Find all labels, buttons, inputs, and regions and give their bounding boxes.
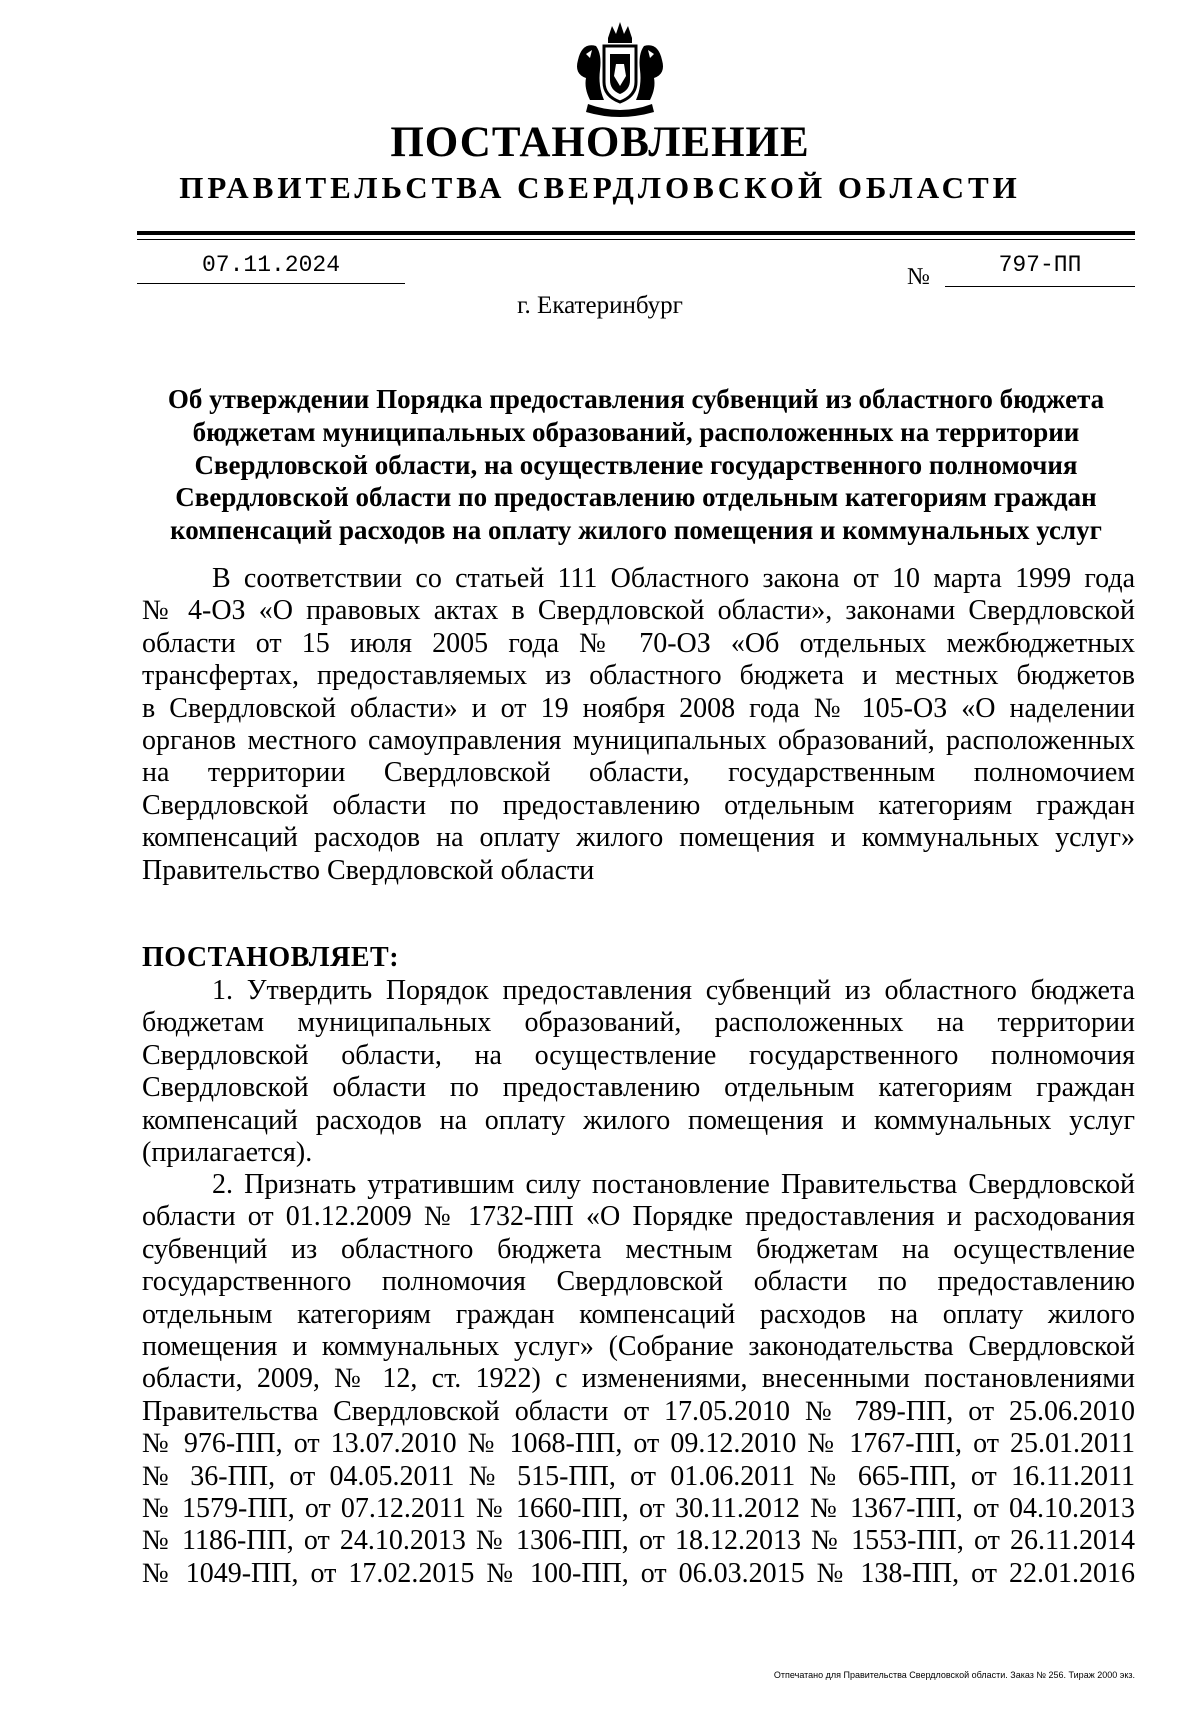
- heading-line: Об утверждении Порядка предоставления субвенций из областного бюджета: [167, 384, 1105, 414]
- number-underline: [945, 286, 1135, 287]
- heading-line: Свердловской области по предоставлению отдельным категориям граждан: [175, 482, 1097, 513]
- issuing-authority: ПРАВИТЕЛЬСТВА СВЕРДЛОВСКОЙ ОБЛАСТИ: [179, 170, 1021, 205]
- document-type-title: ПОСТАНОВЛЕНИЕ: [390, 119, 810, 166]
- preamble-line: Свердловской области по предоставлению отдельным категориям граждан: [142, 789, 1135, 821]
- item-1-line: бюджетам муниципальных образований, расположенных на территории: [142, 1007, 1135, 1039]
- item-2-line: № 1049-ПП, от 17.02.2015 № 100-ПП, от 06.03.2015 № 138-ПП, от 22.01.2016: [142, 1557, 1135, 1589]
- document-date: 07.11.2024: [201, 252, 341, 278]
- item-1-line: Свердловской области по предоставлению отдельным категориям граждан: [142, 1072, 1135, 1104]
- city-of-issue: г. Екатеринбург: [517, 292, 683, 319]
- preamble-line: в Свердловской области» и от 19 ноября 2008 года № 105-ОЗ «О наделении: [142, 692, 1135, 724]
- item-2-line: № 976-ПП, от 13.07.2010 № 1068-ПП, от 09.12.2010 № 1767-ПП, от 25.01.2011: [142, 1428, 1135, 1460]
- item-1-line: 1. Утвердить Порядок предоставления субвенций из областного бюджета: [212, 975, 1135, 1006]
- preamble-line: № 4-ОЗ «О правовых актах в Свердловской области», законами Свердловской: [142, 595, 1135, 627]
- item-1-line: компенсаций расходов на оплату жилого помещения и коммунальных услуг: [142, 1104, 1135, 1136]
- number-label: №: [907, 264, 930, 290]
- preamble-line: трансфертах, предоставляемых из областного бюджета и местных бюджетов: [142, 660, 1135, 692]
- preamble-paragraph: [142, 563, 1135, 887]
- preamble-line: на территории Свердловской области, государственным полномочием: [142, 757, 1135, 789]
- preamble-line: органов местного самоуправления муниципальных образований, расположенных: [142, 724, 1135, 756]
- item-2-line: государственного полномочия Свердловской области по предоставлению: [142, 1266, 1135, 1298]
- item-1-line: (прилагается).: [142, 1136, 313, 1168]
- preamble-line: компенсаций расходов на оплату жилого помещения и коммунальных услуг»: [142, 822, 1135, 854]
- item-2-line: области от 01.12.2009 № 1732-ПП «О Порядке предоставления и расходования: [142, 1201, 1135, 1233]
- heading-line: компенсаций расходов на оплату жилого помещения и коммунальных услуг: [170, 515, 1102, 546]
- document-number: 797-ПП: [998, 252, 1082, 278]
- item-2-line: № 1186-ПП, от 24.10.2013 № 1306-ПП, от 18.12.2013 № 1553-ПП, от 26.11.2014: [142, 1525, 1135, 1557]
- item-2-line: помещения и коммунальных услуг» (Собрание законодательства Свердловской: [142, 1330, 1135, 1362]
- decree-word: ПОСТАНОВЛЯЕТ:: [142, 942, 400, 973]
- date-underline: [137, 283, 405, 284]
- item-2-line: 2. Признать утратившим силу постановление Правительства Свердловской: [212, 1169, 1135, 1200]
- document-heading: [137, 383, 1135, 547]
- heading-line: Свердловской области, на осуществление государственного полномочия: [194, 449, 1078, 480]
- heading-line: бюджетам муниципальных образований, расположенных на территории: [192, 416, 1080, 447]
- preamble-line: области от 15 июля 2005 года № 70-ОЗ «Об отдельных межбюджетных: [142, 627, 1135, 659]
- preamble-line: Правительство Свердловской области: [142, 854, 595, 886]
- item-1-line: Свердловской области, на осуществление государственного полномочия: [142, 1039, 1135, 1071]
- item-2-line: области, 2009, № 12, ст. 1922) с изменениями, внесенными постановлениями: [142, 1363, 1135, 1395]
- item-2-paragraph: [142, 1169, 1135, 1590]
- item-2-line: Правительства Свердловской области от 17.05.2010 № 789-ПП, от 25.06.2010: [142, 1395, 1135, 1427]
- coat-of-arms-emblem: [564, 20, 676, 120]
- item-2-line: отдельным категориям граждан компенсаций расходов на оплату жилого: [142, 1298, 1135, 1330]
- item-2-line: № 1579-ПП, от 07.12.2011 № 1660-ПП, от 30.11.2012 № 1367-ПП, от 04.10.2013: [142, 1492, 1135, 1524]
- item-1-paragraph: [142, 975, 1135, 1169]
- item-2-line: субвенций из областного бюджета местным бюджетам на осуществление: [142, 1233, 1135, 1265]
- header-rule-thin: [137, 239, 1135, 240]
- preamble-line: В соответствии со статьей 111 Областного закона от 10 марта 1999 года: [212, 563, 1135, 594]
- print-imprint-note: Отпечатано для Правительства Свердловской области. Заказ № 256. Тираж 2000 экз.: [773, 1670, 1135, 1680]
- header-rule-thick: [137, 231, 1135, 235]
- item-2-line: № 36-ПП, от 04.05.2011 № 515-ПП, от 01.06.2011 № 665-ПП, от 16.11.2011: [142, 1460, 1135, 1492]
